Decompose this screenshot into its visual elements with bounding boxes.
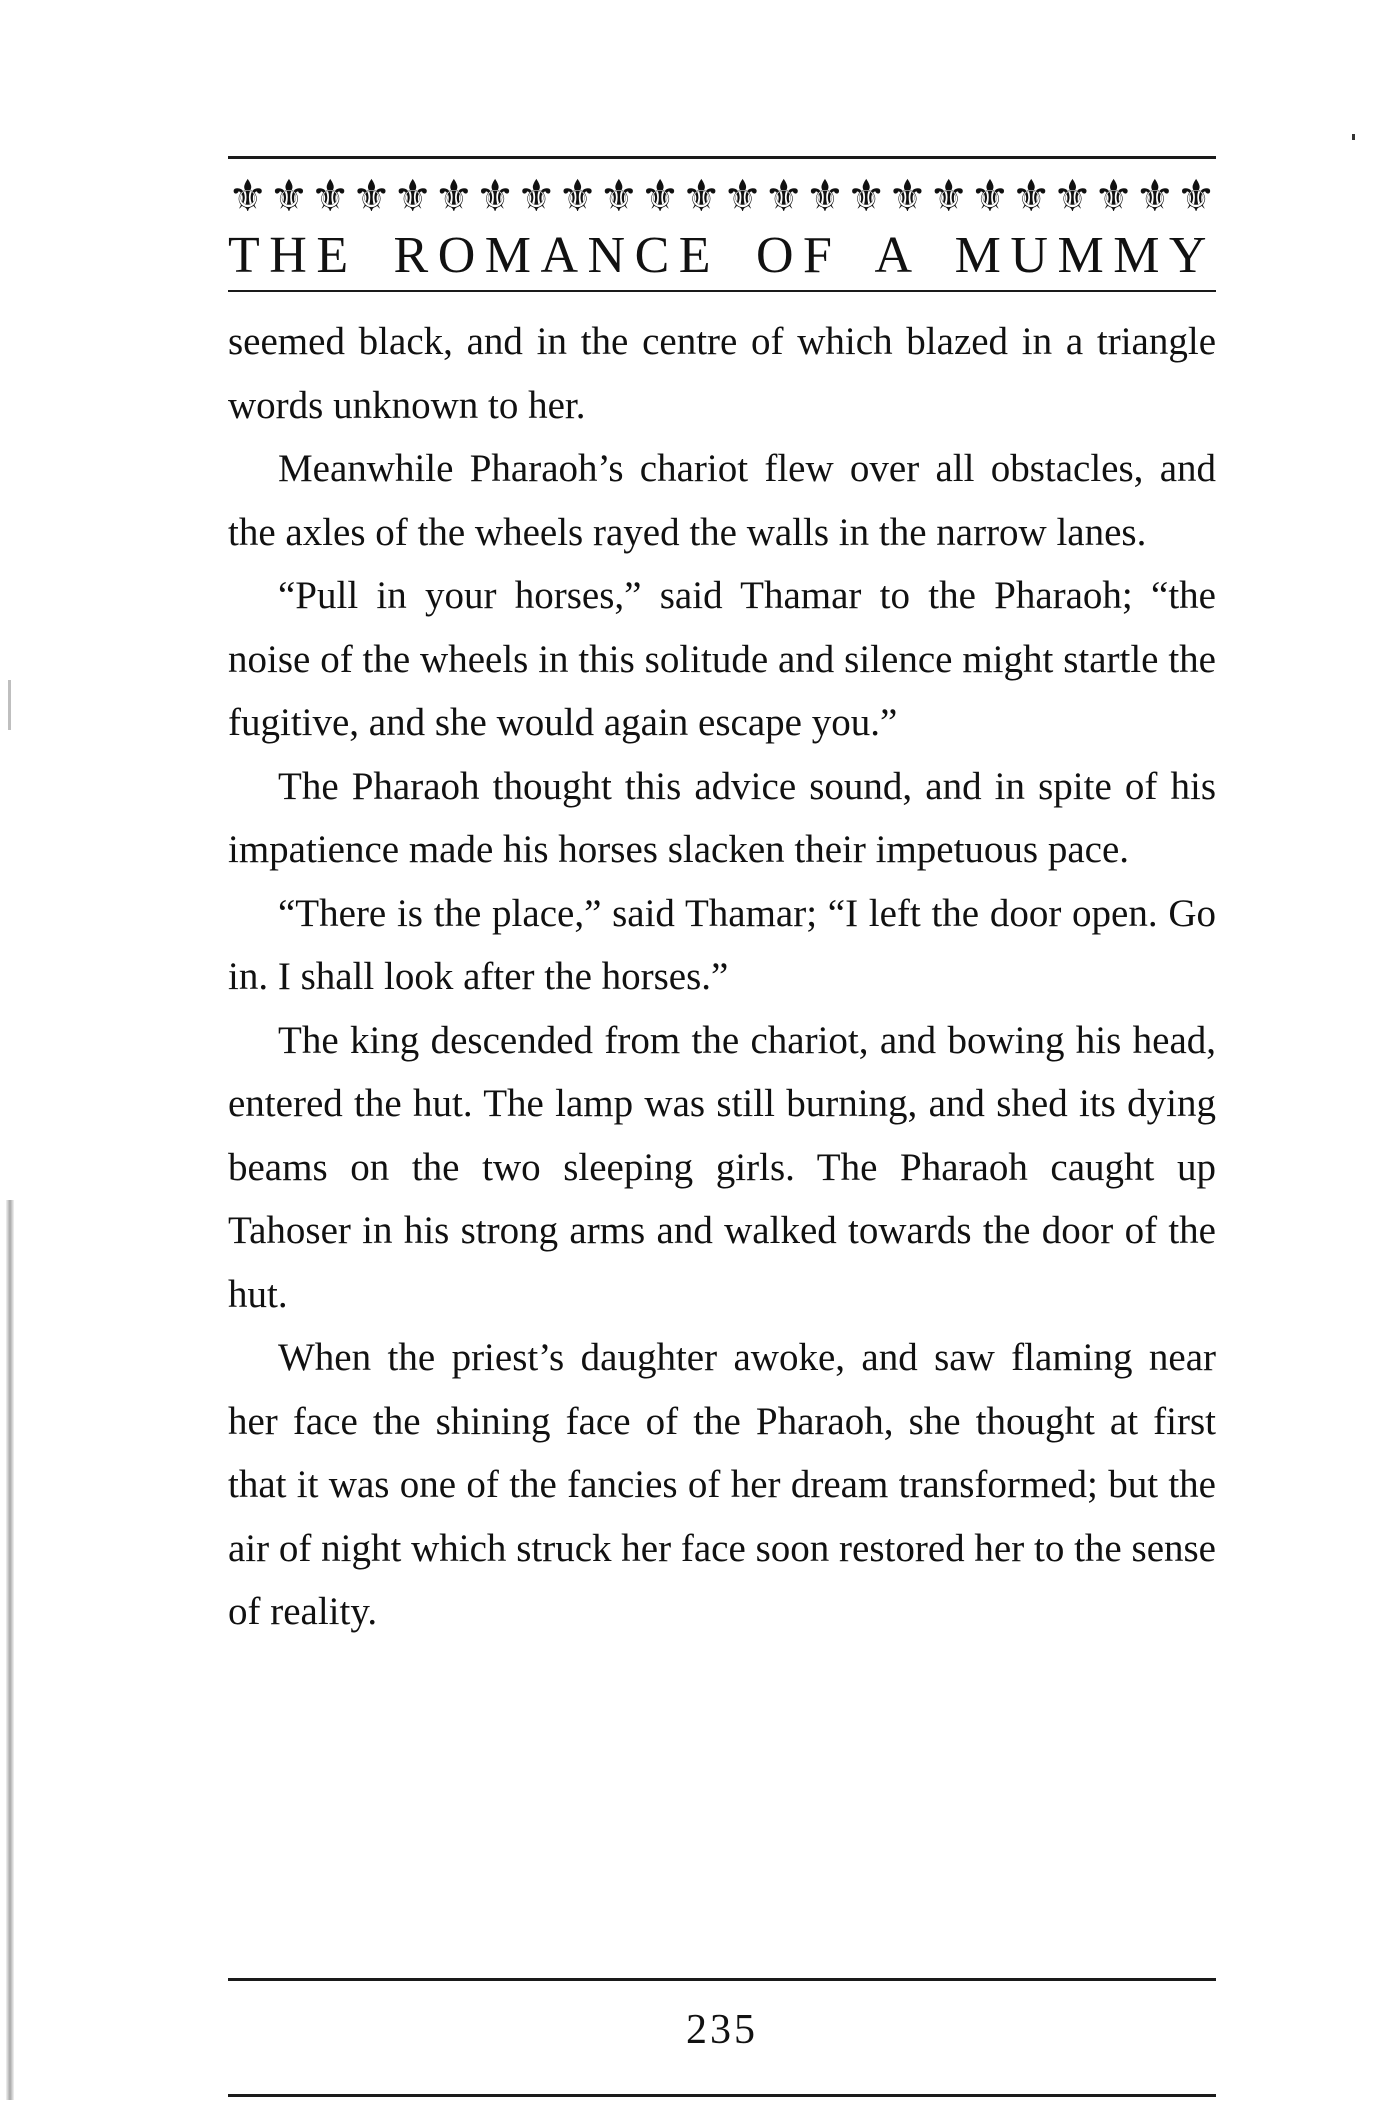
paragraph-continued: seemed black, and in the centre of which blazed in a triangle words unknown to her. <box>228 320 1216 427</box>
fleuron-icon: ⚜ <box>928 171 969 222</box>
paragraph: “Pull in your horses,” said Thamar to the Pharaoh; “the noise of the wheels in this solitude and silence might startle the fugitive, and she would again escape you.” <box>228 574 1216 744</box>
body-text <box>228 310 1216 1644</box>
fleuron-icon: ⚜ <box>557 171 598 222</box>
fleuron-icon: ⚜ <box>310 171 350 222</box>
header-bottom-rule <box>228 290 1216 292</box>
fleuron-icon: ⚜ <box>764 171 804 222</box>
scan-speck <box>1352 134 1355 140</box>
paragraph: When the priest’s daughter awoke, and saw flaming near her face the shining face of the Pharaoh, she thought at first that it was one of the fancies of her dream transformed; but the air of night which struck her face soon restored her to the sense of reality. <box>228 1336 1216 1633</box>
gutter-mark <box>8 680 11 730</box>
fleuron-icon: ⚜ <box>805 171 845 222</box>
fleuron-icon: ⚜ <box>269 171 309 222</box>
fleuron-icon: ⚜ <box>434 171 474 222</box>
paragraph: Meanwhile Pharaoh’s chariot flew over all obstacles, and the axles of the wheels rayed the walls in the narrow lanes. <box>228 447 1216 554</box>
fleuron-icon: ⚜ <box>599 171 639 222</box>
fleuron-icon: ⚜ <box>1011 171 1051 222</box>
footer-top-rule <box>228 1978 1216 1981</box>
paragraph: The king descended from the chariot, and bowing his head, entered the hut. The lamp was still burning, and shed its dying beams on the two sleeping girls. The Pharaoh caught up Tahoser in his strong arms and walked towards the door of the hut. <box>228 1018 1216 1316</box>
fleuron-icon: ⚜ <box>722 171 763 222</box>
fleuron-icon: ⚜ <box>846 171 886 222</box>
ornament-band <box>228 168 1216 226</box>
fleuron-icon: ⚜ <box>1135 171 1175 222</box>
fleuron-icon: ⚜ <box>970 171 1010 222</box>
fleuron-icon: ⚜ <box>640 171 680 222</box>
header-top-rule <box>228 156 1216 159</box>
fleuron-icon: ⚜ <box>516 171 557 222</box>
fleuron-icon: ⚜ <box>392 171 433 222</box>
fleuron-icon: ⚜ <box>887 171 928 222</box>
fleuron-icon: ⚜ <box>1093 171 1134 222</box>
page-number: 235 <box>686 2007 758 2053</box>
fleuron-icon: ⚜ <box>351 171 392 222</box>
footer-bottom-rule <box>228 2094 1216 2097</box>
paragraph: The Pharaoh thought this advice sound, and in spite of his impatience made his horses slacken their impetuous pace. <box>228 764 1216 871</box>
paragraph: “There is the place,” said Thamar; “I left the door open. Go in. I shall look after the horses.” <box>228 891 1216 998</box>
fleuron-icon: ⚜ <box>1052 171 1093 222</box>
gutter-shadow <box>6 1200 14 2100</box>
fleuron-icon: ⚜ <box>1176 171 1216 222</box>
fleuron-icon: ⚜ <box>681 171 722 222</box>
fleuron-icon: ⚜ <box>228 171 268 222</box>
fleuron-icon: ⚜ <box>475 171 515 222</box>
running-title: THE ROMANCE OF A MUMMY <box>228 227 1216 284</box>
